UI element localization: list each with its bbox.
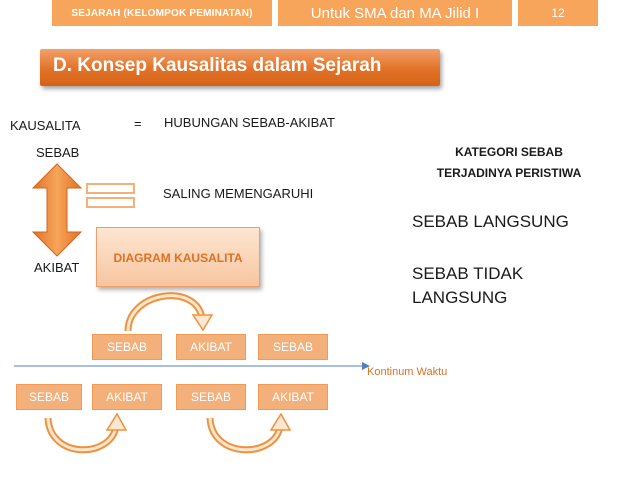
category-heading-line1: KATEGORI SEBAB <box>455 145 563 159</box>
slide-title: D. Konsep Kausalitas dalam Sejarah <box>53 55 382 76</box>
page-number: 12 <box>518 0 598 26</box>
category-direct: SEBAB LANGSUNG <box>412 212 569 231</box>
curved-arrow-lower-2-icon <box>210 418 280 450</box>
lower-row-box-2: AKIBAT <box>92 384 162 410</box>
curved-arrow-lower-1-icon <box>48 418 116 450</box>
lower-row-box-3: SEBAB <box>176 384 246 410</box>
timeline-axis-arrow-icon <box>0 360 372 374</box>
timeline-axis-label: Kontinum Waktu <box>367 366 448 378</box>
definition-term: KAUSALITA <box>10 118 81 133</box>
lower-row-box-1: SEBAB <box>16 384 82 410</box>
header-subject: SEJARAH (KELOMPOK PEMINATAN) <box>52 0 272 26</box>
effect-label: AKIBAT <box>34 260 80 275</box>
category-heading-line2: TERJADINYA PERISTIWA <box>436 166 582 180</box>
upper-row-box-1: SEBAB <box>92 334 162 360</box>
header-book-title: Untuk SMA dan MA Jilid I <box>278 0 512 26</box>
diagram-box-label: DIAGRAM KAUSALITA <box>113 251 243 265</box>
category-indirect-line1: SEBAB TIDAK <box>412 264 524 283</box>
relation-label: SALING MEMENGARUHI <box>163 186 314 201</box>
definition-equals: = <box>134 116 142 131</box>
cause-label: SEBAB <box>36 145 80 160</box>
category-indirect-line2: LANGSUNG <box>412 288 508 307</box>
lower-row-box-4: AKIBAT <box>258 384 328 410</box>
definition-meaning: HUBUNGAN SEBAB-AKIBAT <box>164 115 335 130</box>
upper-row-box-3: SEBAB <box>258 334 328 360</box>
upper-row-box-2: AKIBAT <box>176 334 246 360</box>
